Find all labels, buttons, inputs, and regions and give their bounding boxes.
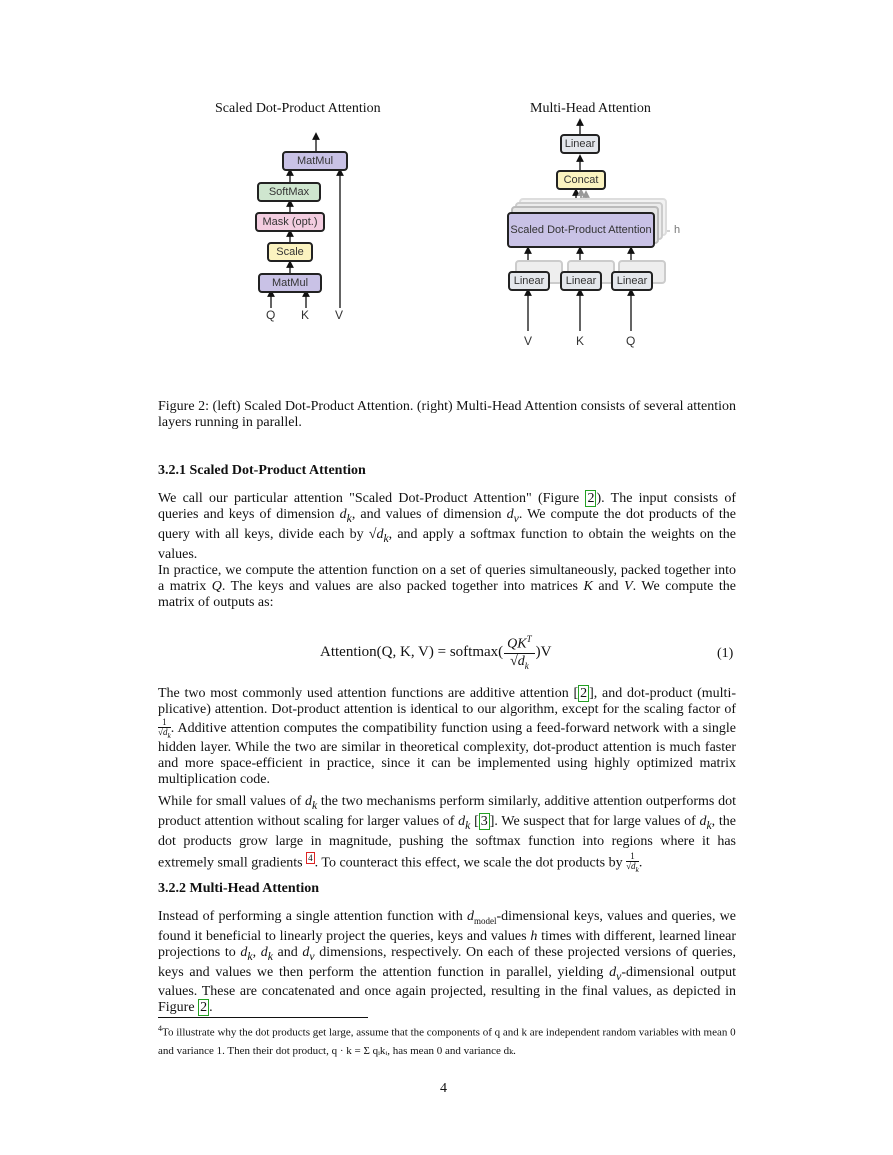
right-k-label: K	[576, 334, 585, 348]
right-q-label: Q	[626, 334, 636, 348]
linear-top-box: Linear	[560, 134, 600, 154]
equation-lhs: Attention(Q, K, V) = softmax(	[320, 643, 504, 660]
left-q-label: Q	[266, 308, 276, 322]
footnote-text: To illustrate why the dot products get large, assume that the components of q and k are independent random variables with mean 0 and variance 1. Then their dot product, q · k = Σ qᵢkᵢ, has mean 0 and variance dₖ.	[158, 1026, 736, 1057]
softmax-box: SoftMax	[257, 182, 321, 202]
matmul-bottom-box: MatMul	[258, 273, 322, 293]
footnote-mark: 4	[158, 1024, 162, 1033]
mask-box: Mask (opt.)	[255, 212, 325, 232]
equation-sup: T	[526, 634, 532, 644]
paragraph-3: The two most commonly used attention functions are additive attention [ 2 ], and dot-product (multi-plicative) attention. Dot-product attention is identical to our algorithm, except for the scaling factor of $\frac{1}{√d_k}$ . Additive attention computes the compatibility function using a feed-forward network with a single hidden layer. While the two are similar in theoretical complexity, dot-product attention is much faster and more space-efficient in practice, since it can be implemented using highly optimized matrix multiplication code.	[158, 686, 736, 787]
footnote-rule	[158, 1017, 368, 1018]
equation-fraction: $QK^T$ $√d_k$	[504, 634, 534, 670]
right-v-label: V	[524, 334, 533, 348]
section-3-2-1-heading: 3.2.1 Scaled Dot-Product Attention	[158, 463, 366, 478]
figure-2-link-2[interactable]: 2	[200, 1000, 208, 1016]
right-diagram-title: Multi-Head Attention	[530, 101, 651, 116]
left-k-label: K	[301, 308, 310, 322]
scale-box: Scale	[267, 242, 313, 262]
equation-tail: )V	[535, 643, 552, 660]
paragraph-5: Instead of performing a single attention function with $d_{model}$-dimensional keys, values and queries, we found it beneficial to linearly project the queries, keys and values h times with different, learned linear projections to $d_k$, $d_k$ and $d_v$ dimensions, respectively. On each of these projected versions of queries, keys and values we then perform the attention function in parallel, yielding $d_v$-dimensional output values. These are concatenated and once again projected, resulting in the final values, as depicted in Figure 2 .	[158, 909, 736, 1016]
left-v-label: V	[335, 308, 344, 322]
paragraph-4: While for small values of $d_k$ the two mechanisms perform similarly, additive attention outperforms dot product attention without scaling for larger values of $d_k$ [ 3 ]. We suspect that for large values of $d_k$, the dot products grow large in magnitude, pushing the softmax function into regions where it has extremely small gradients $^4$ . To counteract this effect, we scale the dot products by $\frac{1}{√d_k}$ .	[158, 794, 736, 874]
equation-1	[320, 634, 551, 670]
scaling-fraction-2: $\frac{1}{√d_k}$	[626, 851, 639, 874]
left-diagram-title: Scaled Dot-Product Attention	[215, 101, 381, 116]
equation-denominator: d	[517, 653, 525, 669]
figure-caption: Figure 2: (left) Scaled Dot-Product Attention. (right) Multi-Head Attention consists of several attention layers running in parallel.	[158, 399, 736, 430]
sdpa-box: Scaled Dot-Product Attention	[507, 212, 655, 248]
figure-2-link[interactable]: 2	[587, 491, 595, 506]
linear-v-box: Linear	[508, 271, 550, 291]
equation-number: (1)	[717, 646, 734, 661]
matmul-top-box: MatMul	[282, 151, 348, 171]
linear-k-box: Linear	[560, 271, 602, 291]
equation-den-sub: k	[524, 660, 529, 671]
footnote	[158, 1020, 736, 1060]
ref-3-link[interactable]: 3	[480, 813, 488, 829]
concat-box: Concat	[556, 170, 606, 190]
h-label: h	[674, 224, 681, 236]
ref-2-link[interactable]: 2	[580, 686, 588, 701]
equation-numerator: QK	[507, 636, 527, 652]
scaling-fraction: $\frac{1}{√d_k}$	[158, 717, 171, 740]
footnote-4-link[interactable]: 4	[308, 852, 313, 863]
paragraph-1: We call our particular attention "Scaled Dot-Product Attention" (Figure 2 ). The input consists of queries and keys of dimension $d_k$, and values of dimension $d_v$. We compute the dot products of the query with all keys, divide each by $√d_k$, and apply a softmax function to obtain the weights on the values.	[158, 491, 737, 562]
section-3-2-2-heading: 3.2.2 Multi-Head Attention	[158, 881, 319, 896]
linear-q-box: Linear	[611, 271, 653, 291]
page-number: 4	[440, 1081, 447, 1096]
paragraph-2: In practice, we compute the attention function on a set of queries simultaneously, packed together into a matrix Q. The keys and values are also packed together into matrices K and V. We compute the matrix of outputs as:	[158, 563, 737, 610]
